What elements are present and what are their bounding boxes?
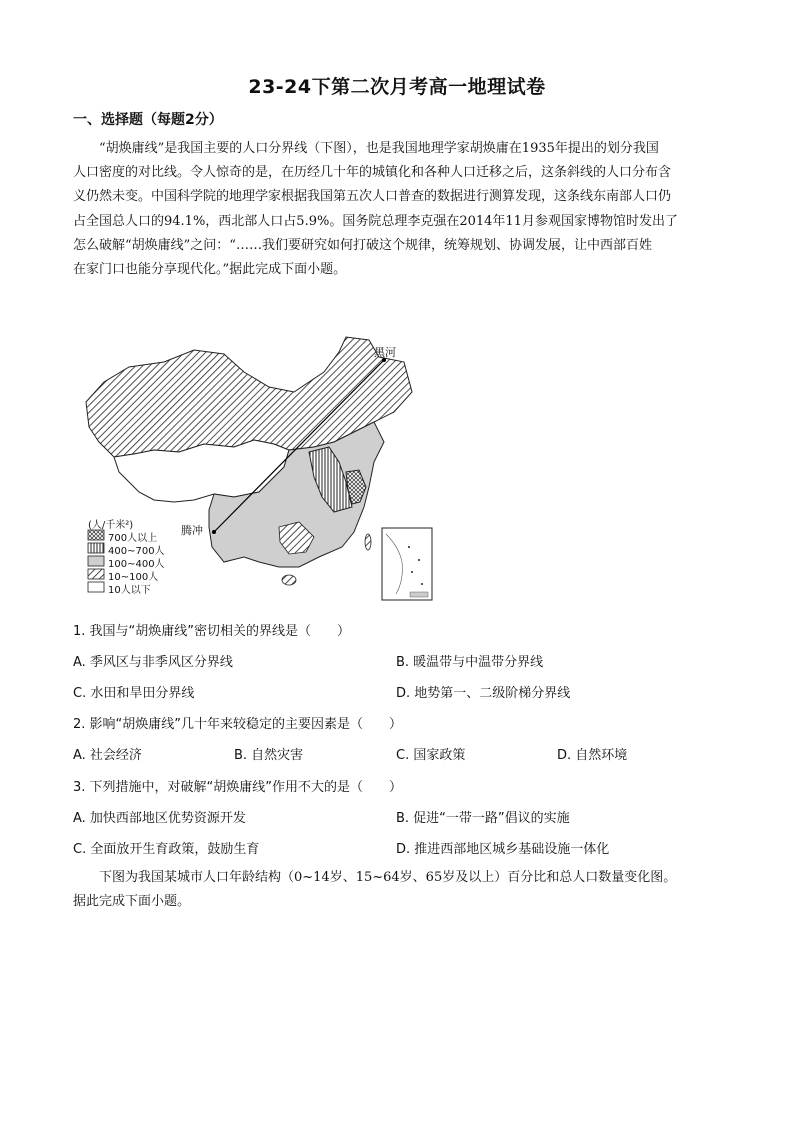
option-choice[interactable]: D. 推进西部地区城乡基础设施一体化 bbox=[396, 842, 610, 857]
option-choice[interactable]: B. 暖温带与中温带分界线 bbox=[396, 655, 544, 670]
south-china-sea-inset bbox=[382, 528, 432, 600]
legend-label: 700人以上 bbox=[108, 533, 158, 544]
legend-swatch-700 bbox=[88, 530, 104, 540]
legend-swatch-10 bbox=[88, 569, 104, 579]
intro-line: 人口密度的对比线。令人惊奇的是，在历经几十年的城镇化和各种人口迁移之后，这条斜线的人口分布含 bbox=[73, 165, 672, 181]
option-choice[interactable]: A. 加快西部地区优势资源开发 bbox=[73, 811, 246, 826]
outro-paragraph bbox=[73, 866, 717, 914]
legend-swatch-below10 bbox=[88, 582, 104, 592]
label-heihe: 黑河 bbox=[374, 346, 396, 359]
question-stem: 2. 影响“胡焕庸线”几十年来较稳定的主要因素是（ ） bbox=[73, 717, 403, 732]
population-density-map bbox=[84, 332, 436, 604]
option-choice[interactable]: A. 季风区与非季风区分界线 bbox=[73, 655, 233, 670]
section-heading: 一、选择题（每题2分） bbox=[73, 112, 223, 128]
legend-swatch-400 bbox=[88, 543, 104, 553]
option-choice[interactable]: C. 国家政策 bbox=[396, 748, 466, 763]
label-tengchong: 腾冲 bbox=[181, 524, 203, 537]
question-stem: 3. 下列措施中，对破解“胡焕庸线”作用不大的是（ ） bbox=[73, 780, 403, 795]
page-title: 23-24下第二次月考高一地理试卷 bbox=[248, 76, 546, 98]
intro-line: 义仍然未变。中国科学院的地理学家根据我国第五次人口普查的数据进行测算发现，这条线东南部人口仍 bbox=[73, 189, 672, 205]
region-hainan bbox=[282, 575, 296, 585]
option-choice[interactable]: C. 全面放开生育政策，鼓励生育 bbox=[73, 842, 260, 857]
legend-label: 100~400人 bbox=[108, 559, 165, 570]
legend-title: (人/千米²) bbox=[88, 520, 134, 531]
legend-swatch-100 bbox=[88, 556, 104, 566]
intro-line: 占全国总人口的94.1%，西北部人口占5.9%。国务院总理李克强在2014年11月参观国家博物馆时发出了 bbox=[73, 213, 678, 229]
option-choice[interactable]: B. 促进“一带一路”倡议的实施 bbox=[396, 811, 570, 826]
option-choice[interactable]: A. 社会经济 bbox=[73, 748, 142, 763]
question-stem: 1. 我国与“胡焕庸线”密切相关的界线是（ ） bbox=[73, 624, 351, 639]
option-choice[interactable]: D. 地势第一、二级阶梯分界线 bbox=[396, 686, 571, 701]
tengchong-point bbox=[212, 530, 216, 534]
legend-label: 10人以下 bbox=[108, 585, 151, 596]
option-choice[interactable]: C. 水田和旱田分界线 bbox=[73, 686, 195, 701]
intro-line: “胡焕庸线”是我国主要的人口分界线（下图），也是我国地理学家胡焕庸在1935年提出的划分我国 bbox=[99, 141, 659, 156]
outro-line: 下图为我国某城市人口年龄结构（0~14岁、15~64岁、65岁及以上）百分比和总人口数量变化图。 bbox=[99, 870, 677, 885]
legend-label: 10~100人 bbox=[108, 572, 159, 583]
intro-paragraph bbox=[73, 137, 717, 282]
region-taiwan bbox=[365, 534, 371, 550]
legend-label: 400~700人 bbox=[108, 546, 165, 557]
option-choice[interactable]: D. 自然环境 bbox=[557, 748, 628, 763]
outro-line: 据此完成下面小题。 bbox=[73, 894, 191, 910]
intro-line: 怎么破解“胡焕庸线”之问：“……我们要研究如何打破这个规律，统筹规划、协调发展，让中西部百姓 bbox=[73, 237, 652, 253]
option-choice[interactable]: B. 自然灾害 bbox=[234, 748, 304, 763]
intro-line: 在家门口也能分享现代化。”据此完成下面小题。 bbox=[73, 262, 347, 278]
